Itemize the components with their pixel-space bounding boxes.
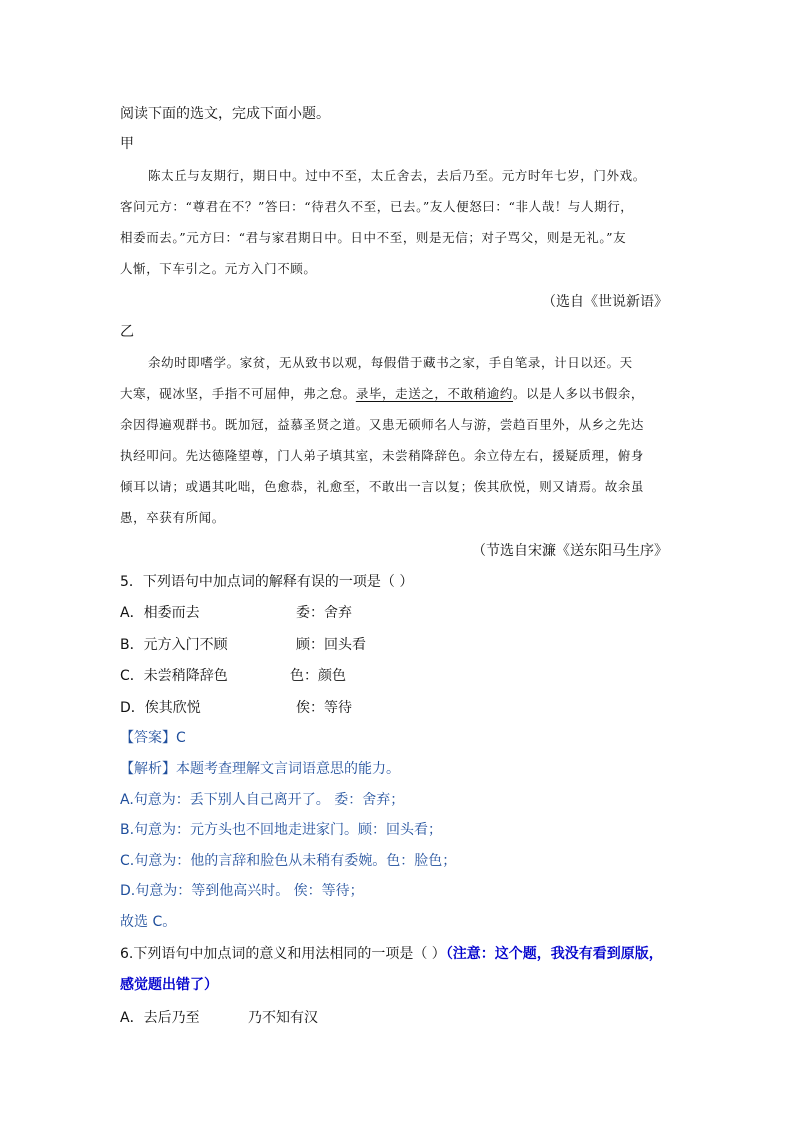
q5-option-c: C．未尝稍降辞色: [120, 668, 228, 684]
passage-b-line: 倾耳以请；或遇其叱咄，色愈恭，礼愈至，不敢出一言以复；俟其欣悦，则又请焉。故余虽: [120, 479, 645, 494]
explanation-line: D.句意为：等到他高兴时。 俟：等待；: [120, 883, 364, 899]
passage-a-source: （选自《世说新语》: [542, 294, 668, 310]
explanation-line: A.句意为：丢下别人自己离开了。 委：舍弃；: [120, 792, 405, 808]
part-b-label: 乙: [120, 324, 134, 340]
editor-note: （注意：这个题，我没有看到原版，: [445, 946, 663, 962]
editor-note-continued: 感觉题出错了）: [120, 977, 218, 993]
passage-a-line: 相委而去。”元方曰：“君与家君期日中。日中不至，则是无信；对子骂父，则是无礼。”友: [120, 230, 627, 245]
question-5-stem: 5．下列语句中加点词的解释有误的一项是（ ）: [120, 574, 414, 590]
passage-b-text: 。以是人多以书假余，: [513, 386, 645, 401]
explanation-line: B.句意为：元方头也不回地走进家门。顾：回头看；: [120, 822, 443, 838]
passage-b-line: [120, 384, 644, 402]
q6-option-a: A．去后乃至: [120, 1010, 200, 1026]
passage-a-line: 人惭，下车引之。元方入门不顾。: [120, 261, 317, 276]
answer-line: 【答案】C: [120, 730, 186, 746]
q5-option-b: B．元方入门不顾: [120, 637, 228, 653]
analysis-line: 【解析】本题考查理解文言词语意思的能力。: [120, 761, 400, 777]
question-6-text: 6.下列语句中加点词的意义和用法相同的一项是（ ）: [120, 946, 446, 962]
q5-option-c-gloss: 色：颜色: [290, 668, 346, 684]
underlined-phrase: 录毕，走送之，不敢稍逾约: [355, 386, 514, 401]
part-a-label: 甲: [120, 136, 134, 152]
passage-a-line: 陈太丘与友期行，期日中。过中不至，太丘舍去，去后乃至。元方时年七岁，门外戏。: [148, 168, 646, 183]
q6-option-a-compare: 乃不知有汉: [248, 1010, 318, 1026]
passage-b-line: 愚，卒获有所闻。: [120, 510, 225, 525]
passage-b-text: 大寒，砚冰坚，手指不可屈伸，弗之怠。: [120, 386, 356, 401]
conclusion-line: 故选 C。: [120, 914, 177, 930]
passage-b-line: 余因得遍观群书。既加冠，益慕圣贤之道。又患无硕师名人与游，尝趋百里外，从乡之先达: [120, 417, 645, 432]
intro-text: 阅读下面的选文，完成下面小题。: [120, 106, 330, 122]
passage-b-source: （节选自宋濂《送东阳马生序》: [472, 543, 668, 559]
passage-b-line: 执经叩问。先达德隆望尊，门人弟子填其室，未尝稍降辞色。余立侍左右，援疑质理，俯身: [120, 448, 645, 463]
q5-option-a: A．相委而去: [120, 605, 200, 621]
q5-option-a-gloss: 委：舍弃: [296, 605, 352, 621]
passage-a-line: 客问元方：“尊君在不？”答曰：“待君久不至，已去。”友人便怒曰：“非人哉！与人期行，: [120, 199, 634, 214]
explanation-line: C.句意为：他的言辞和脸色从未稍有委婉。色：脸色；: [120, 853, 457, 869]
q5-option-b-gloss: 顾：回头看: [296, 637, 366, 653]
passage-b-line: 余幼时即嗜学。家贫，无从致书以观，每假借于藏书之家，手自笔录，计日以还。天: [148, 355, 633, 370]
q5-option-d-gloss: 俟：等待: [296, 700, 352, 716]
q5-option-d: D．俟其欣悦: [120, 700, 201, 716]
question-6-stem: [120, 944, 663, 964]
